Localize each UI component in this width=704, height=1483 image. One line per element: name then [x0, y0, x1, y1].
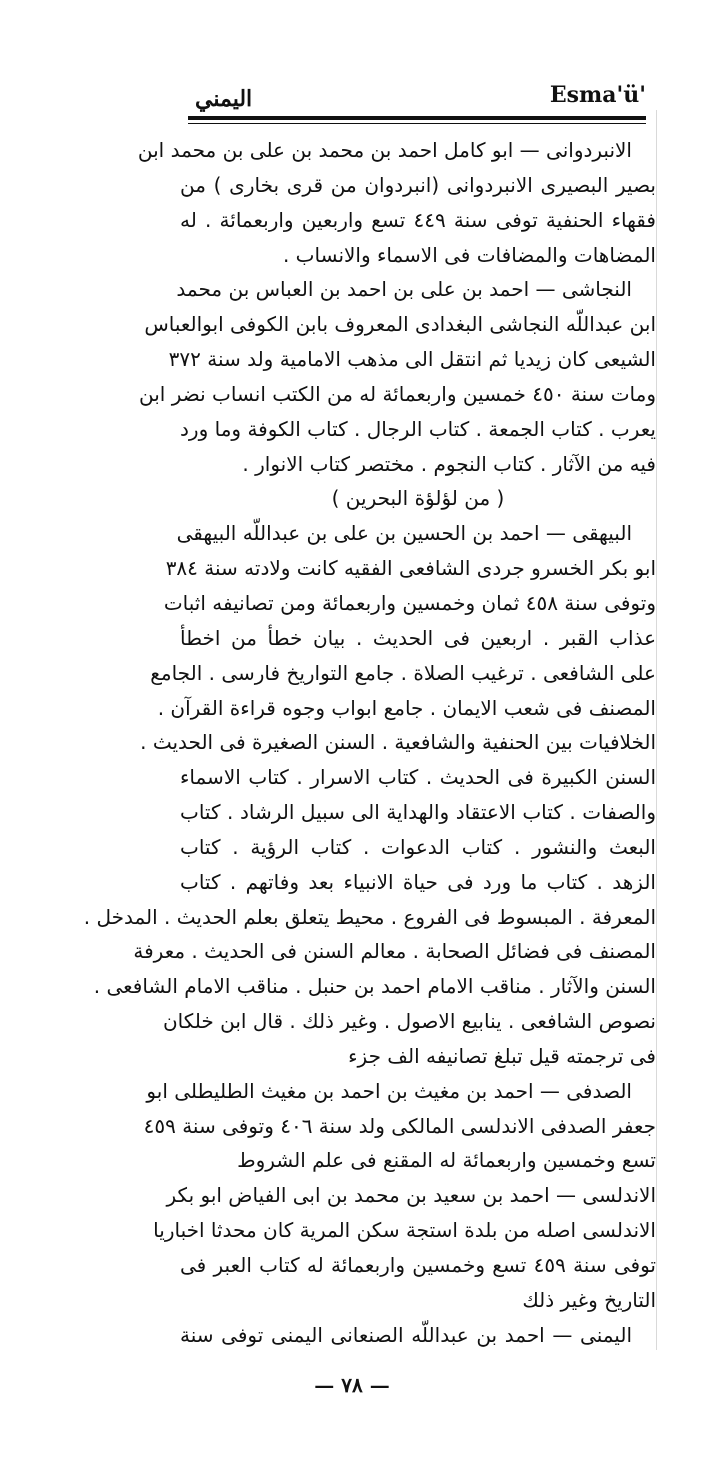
text-line: السنن والآثار . مناقب الامام احمد بن حنبل . مناقب الامام الشافعى . [93, 974, 656, 999]
text-line: المضاهات والمضافات فى الاسماء والانساب . [282, 242, 656, 267]
text-line: السنن الكبيرة فى الحديث . كتاب الاسرار . كتاب الاسماء [180, 765, 656, 790]
text-line: الانبردوانى — ابو كامل احمد بن محمد بن على بن محمد ابن [137, 138, 632, 162]
text-line: فقهاء الحنفية توفى سنة ٤٤٩ تسع واربعين واربعمائة . له [180, 207, 656, 232]
text-line: الصدفى — احمد بن مغيث بن احمد بن مغيث الطليطلى ابو [146, 1078, 632, 1103]
text-line: الخلافيات بين الحنفية والشافعية . السنن الصغيرة فى الحديث . [140, 730, 656, 755]
text-line: يعرب . كتاب الجمعة . كتاب الرجال . كتاب الكوفة وما ورد [180, 416, 656, 441]
text-line: ابو بكر الخسرو جردى الشافعى الفقيه كانت ولادته سنة ٣٨٤ [165, 556, 656, 581]
text-line: على الشافعى . ترغيب الصلاة . جامع التواريخ فارسى . الجامع [150, 660, 656, 685]
text-line: النجاشى — احمد بن على بن احمد بن العباس بن محمد [176, 277, 632, 302]
text-line: بصير البصيرى الانبردوانى (انبردوان من قرى بخارى ) من [180, 172, 656, 197]
text-line: عذاب القبر . اربعين فى الحديث . بيان خطأ من اخطأ [180, 625, 656, 650]
text-line: الاندلسى — احمد بن سعيد بن محمد بن ابى الفياض ابو بكر [166, 1183, 656, 1208]
text-line: الشيعى كان زيديا ثم انتقل الى مذهب الامامية ولد سنة ٣٧٢ [168, 347, 656, 372]
text-line: المصنف فى شعب الايمان . جامع ابواب وجوه قراءة القرآن . [157, 695, 656, 720]
text-line: فيه من الآثار . كتاب النجوم . مختصر كتاب الانوار . [242, 451, 656, 476]
text-line: التاريخ وغير ذلك [522, 1287, 656, 1312]
text-line: وتوفى سنة ٤٥٨ ثمان وخمسين واربعمائة ومن تصانيفه اثبات [163, 590, 656, 615]
text-line: الزهد . كتاب ما ورد فى حياة الانبياء بعد وفاتهم . كتاب [180, 869, 656, 894]
text-line: المعرفة . المبسوط فى الفروع . محيط يتعلق بعلم الحديث . المدخل . [83, 904, 656, 929]
text-line: توفى سنة ٤٥٩ تسع وخمسين واربعمائة له كتاب العبر فى [180, 1253, 657, 1277]
text-line: الاندلسى اصله من بلدة استجة سكن المرية كان محدثا اخباريا [153, 1218, 656, 1243]
text-line: والصفات . كتاب الاعتقاد والهداية الى سبيل الرشاد . كتاب [180, 800, 656, 825]
text-line: اليمنى — احمد بن عبداللّه الصنعانى اليمنى توفى سنة [180, 1322, 632, 1347]
text-line: تسع وخمسين واربعمائة له المقنع فى علم الشروط [237, 1148, 656, 1173]
header-rule-thick [188, 116, 646, 120]
margin-line [656, 110, 657, 1350]
running-head-arabic: اليمني [195, 86, 253, 112]
text-line: البعث والنشور . كتاب الدعوات . كتاب الرؤية . كتاب [180, 834, 656, 859]
text-line: نصوص الشافعى . ينابيع الاصول . وغير ذلك . قال ابن خلكان [162, 1009, 656, 1034]
text-line: البيهقى — احمد بن الحسين بن على بن عبداللّه البيهقى [176, 521, 632, 546]
body-text [83, 133, 657, 1353]
text-line: فى ترجمته قيل تبلغ تصانيفه الف جزء [348, 1043, 656, 1068]
text-line: ومات سنة ٤٥٠ خمسين واربعمائة له من الكتب انساب نضر ابن [139, 381, 656, 406]
text-line: جعفر الصدفى الاندلسى المالكى ولد سنة ٤٠٦ وتوفى سنة ٤٥٩ [143, 1113, 656, 1138]
page-number: — ٧٨ — [314, 1373, 390, 1397]
running-head-latin: Esma'ü' [549, 82, 646, 108]
text-line: ابن عبداللّه النجاشى البغدادى المعروف بابن الكوفى ابوالعباس [144, 312, 656, 337]
text-line: المصنف فى فضائل الصحابة . معالم السنن فى الحديث . معرفة [133, 939, 656, 964]
source-citation: ( من لؤلؤة البحرين ) [331, 486, 505, 511]
header-rule-thin [188, 123, 646, 124]
